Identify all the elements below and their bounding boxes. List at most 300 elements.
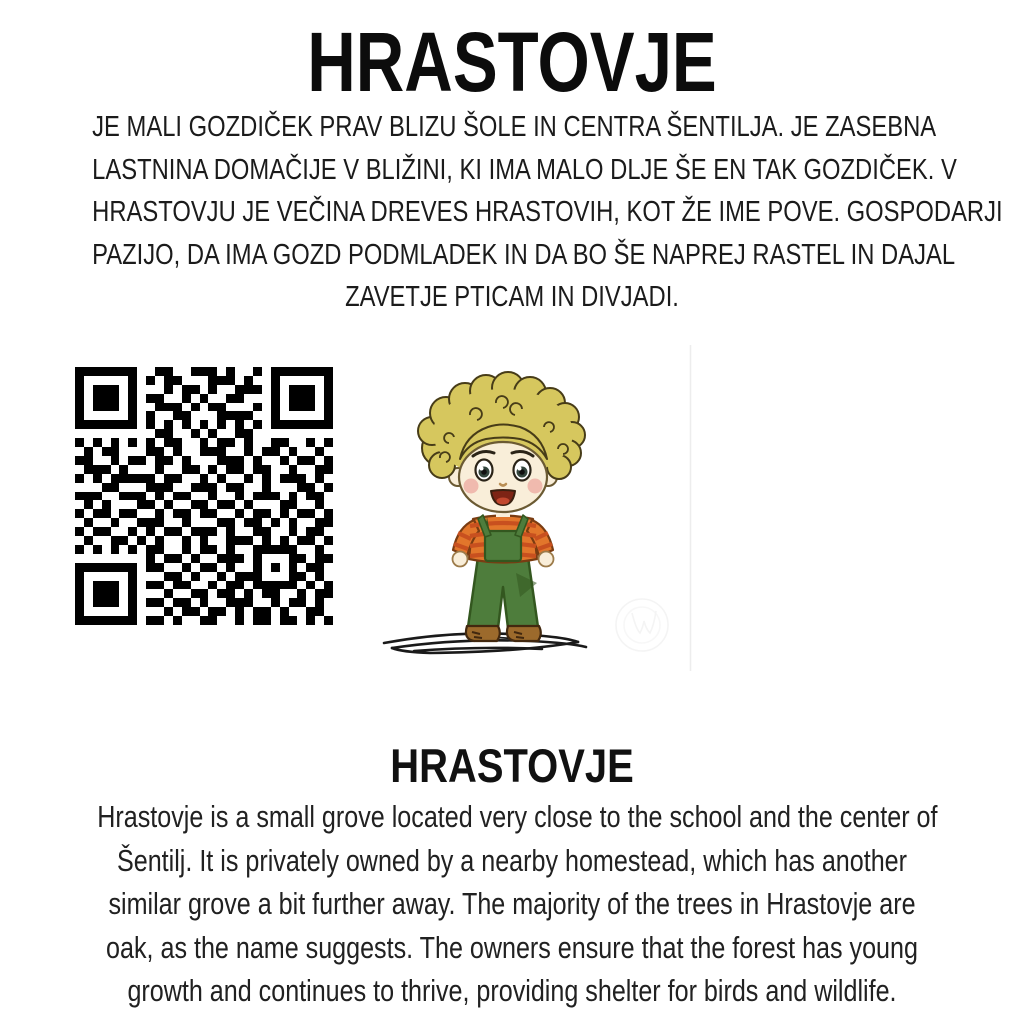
qr-module [173,456,182,465]
qr-module [253,411,262,420]
qr-module [226,616,235,625]
qr-module [244,607,253,616]
qr-module [93,607,102,616]
qr-module [262,438,271,447]
qr-module [182,581,191,590]
qr-module [217,616,226,625]
qr-module [182,572,191,581]
qr-module [173,394,182,403]
qr-module [235,394,244,403]
qr-module [271,447,280,456]
qr-module [182,429,191,438]
qr-module [315,545,324,554]
qr-module [226,500,235,509]
qr-module [217,509,226,518]
qr-module [271,572,280,581]
qr-module [235,376,244,385]
qr-module [217,500,226,509]
qr-module [102,518,111,527]
qr-module [128,411,137,420]
qr-module [226,367,235,376]
qr-module [164,545,173,554]
qr-module [146,554,155,563]
qr-module [271,394,280,403]
qr-module [271,456,280,465]
qr-module [128,483,137,492]
qr-module [253,456,262,465]
qr-module [137,429,146,438]
qr-module [271,492,280,501]
qr-module [280,376,289,385]
qr-module [191,474,200,483]
qr-module [244,394,253,403]
qr-module [217,447,226,456]
qr-module [111,509,120,518]
qr-module [244,367,253,376]
qr-module [200,500,209,509]
qr-module [93,492,102,501]
cheek-left [464,479,479,494]
qr-module [93,429,102,438]
qr-module [324,500,333,509]
qr-module [102,420,111,429]
qr-module [173,447,182,456]
qr-module [128,465,137,474]
qr-module [253,554,262,563]
qr-module [315,376,324,385]
qr-module [173,536,182,545]
qr-module [271,545,280,554]
qr-module [137,420,146,429]
qr-module [137,518,146,527]
qr-module [173,420,182,429]
qr-module [128,367,137,376]
qr-module [315,563,324,572]
qr-module [226,429,235,438]
qr-module [182,403,191,412]
qr-module [217,420,226,429]
qr-module [271,474,280,483]
qr-module [93,536,102,545]
qr-module [93,563,102,572]
qr-module [324,616,333,625]
cheek-right [528,479,543,494]
paragraph-line: Šentilj. It is privately owned by a nearby homestead, which has another [116,842,908,878]
qr-module [208,616,217,625]
qr-module [200,518,209,527]
qr-module [280,465,289,474]
qr-module [146,394,155,403]
qr-module [173,438,182,447]
qr-module [93,509,102,518]
qr-module [262,536,271,545]
qr-module [75,456,84,465]
qr-module [289,527,298,536]
qr-module [306,607,315,616]
qr-module [271,536,280,545]
qr-module [164,465,173,474]
hand-left [453,552,468,567]
qr-module [102,536,111,545]
qr-module [164,385,173,394]
qr-module [155,572,164,581]
qr-module [111,483,120,492]
qr-module [84,420,93,429]
qr-module [200,376,209,385]
qr-module [235,447,244,456]
qr-module [155,447,164,456]
qr-module [200,509,209,518]
qr-module [297,465,306,474]
qr-module [93,589,102,598]
qr-module [271,500,280,509]
qr-module [315,572,324,581]
qr-module [280,429,289,438]
qr-module [315,429,324,438]
qr-module [289,518,298,527]
qr-module [155,465,164,474]
qr-module [182,474,191,483]
qr-module [315,527,324,536]
qr-module [128,536,137,545]
qr-module [173,376,182,385]
qr-module [289,403,298,412]
qr-module [182,607,191,616]
qr-module [217,376,226,385]
qr-module [280,607,289,616]
qr-module [297,367,306,376]
qr-module [111,367,120,376]
qr-module [262,509,271,518]
qr-module [226,518,235,527]
qr-module [146,607,155,616]
qr-module [137,456,146,465]
qr-module [235,581,244,590]
qr-module [208,483,217,492]
qr-module [146,500,155,509]
qr-module [297,394,306,403]
qr-module [200,616,209,625]
qr-module [75,420,84,429]
qr-module [253,527,262,536]
qr-module [102,616,111,625]
qr-module [200,581,209,590]
qr-module [137,411,146,420]
qr-module [324,394,333,403]
qr-module [244,429,253,438]
qr-module [75,616,84,625]
qr-module [137,589,146,598]
qr-module [253,447,262,456]
qr-module [315,536,324,545]
qr-module [111,589,120,598]
qr-module [128,447,137,456]
qr-module [84,616,93,625]
qr-module [164,394,173,403]
qr-module [75,554,84,563]
qr-module [200,456,209,465]
qr-module [280,394,289,403]
qr-module [146,536,155,545]
qr-module [84,438,93,447]
qr-module [146,598,155,607]
qr-module [217,474,226,483]
qr-module [191,411,200,420]
qr-module [280,411,289,420]
qr-module [164,483,173,492]
qr-module [208,447,217,456]
qr-module [226,492,235,501]
qr-module [217,411,226,420]
qr-module [182,465,191,474]
qr-module [289,589,298,598]
qr-module [289,438,298,447]
qr-module [155,385,164,394]
qr-module [84,403,93,412]
qr-module [111,420,120,429]
qr-module [226,554,235,563]
qr-module [75,438,84,447]
qr-module [111,518,120,527]
page-title: HRASTOVJE [307,15,717,109]
qr-module [208,500,217,509]
qr-module [324,403,333,412]
qr-module [119,403,128,412]
qr-module [173,483,182,492]
qr-module [297,456,306,465]
qr-module [280,447,289,456]
qr-module [119,509,128,518]
qr-module [289,500,298,509]
qr-module [84,429,93,438]
qr-module [102,598,111,607]
qr-module [235,598,244,607]
qr-module [102,376,111,385]
qr-module [173,589,182,598]
qr-module [191,616,200,625]
qr-module [262,447,271,456]
qr-module [289,420,298,429]
qr-module [226,474,235,483]
qr-module [315,581,324,590]
qr-module [208,376,217,385]
qr-module [271,403,280,412]
qr-module [111,572,120,581]
qr-module [119,589,128,598]
qr-module [111,438,120,447]
qr-module [208,581,217,590]
qr-module [182,394,191,403]
qr-module [128,581,137,590]
qr-module [297,527,306,536]
qr-module [191,420,200,429]
qr-module [226,465,235,474]
qr-module [75,447,84,456]
qr-module [208,545,217,554]
qr-module [226,420,235,429]
qr-module [111,500,120,509]
qr-module [208,420,217,429]
qr-module [173,403,182,412]
qr-module [315,385,324,394]
qr-module [173,429,182,438]
qr-module [102,607,111,616]
qr-module [280,572,289,581]
qr-module [128,500,137,509]
qr-module [217,581,226,590]
qr-module [217,483,226,492]
qr-module [137,483,146,492]
qr-module [289,563,298,572]
qr-module [75,509,84,518]
qr-module [306,474,315,483]
qr-module [280,420,289,429]
qr-module [146,616,155,625]
qr-module [324,385,333,394]
qr-module [84,465,93,474]
qr-module [306,385,315,394]
qr-module [297,563,306,572]
qr-module [306,394,315,403]
qr-module [217,438,226,447]
qr-module [75,572,84,581]
qr-module [200,367,209,376]
qr-module [128,607,137,616]
qr-module [146,589,155,598]
qr-module [84,483,93,492]
qr-module [235,554,244,563]
qr-module [84,492,93,501]
qr-module [208,607,217,616]
qr-module [262,474,271,483]
qr-module [289,598,298,607]
qr-module [235,563,244,572]
qr-module [289,536,298,545]
qr-module [75,465,84,474]
qr-module [217,403,226,412]
qr-module [75,598,84,607]
qr-module [306,518,315,527]
qr-module [235,474,244,483]
qr-module [208,554,217,563]
qr-module [111,527,120,536]
qr-module [146,483,155,492]
qr-module [200,545,209,554]
qr-module [306,456,315,465]
qr-module [306,554,315,563]
qr-module [271,465,280,474]
qr-module [262,394,271,403]
qr-module [182,438,191,447]
qr-module [324,536,333,545]
qr-module [244,411,253,420]
qr-module [271,509,280,518]
qr-module [182,536,191,545]
qr-module [289,581,298,590]
qr-module [280,474,289,483]
qr-module [182,563,191,572]
qr-module [164,456,173,465]
qr-module [324,554,333,563]
qr-module [102,527,111,536]
qr-module [137,509,146,518]
qr-module [75,394,84,403]
qr-module [306,429,315,438]
qr-module [164,554,173,563]
qr-module [244,474,253,483]
qr-module [128,394,137,403]
qr-module [191,536,200,545]
qr-module [191,403,200,412]
qr-module [75,376,84,385]
qr-module [235,385,244,394]
qr-module [280,456,289,465]
qr-module [128,589,137,598]
qr-module [173,509,182,518]
qr-module [253,403,262,412]
qr-module [93,456,102,465]
qr-module [235,483,244,492]
paragraph-line: Hrastovje is a small grove located very close to the school and the center of [97,799,938,834]
qr-module [111,598,120,607]
qr-module [102,465,111,474]
qr-module [155,376,164,385]
qr-module [262,411,271,420]
qr-module [306,536,315,545]
qr-module [146,411,155,420]
qr-module [271,518,280,527]
qr-module [306,563,315,572]
qr-module [217,367,226,376]
qr-module [235,403,244,412]
qr-module [253,616,262,625]
qr-module [324,598,333,607]
qr-module [324,518,333,527]
qr-module [200,465,209,474]
qr-module [262,456,271,465]
qr-module [155,589,164,598]
qr-module [84,456,93,465]
qr-module [111,474,120,483]
qr-module [297,385,306,394]
qr-module [235,589,244,598]
qr-module [191,598,200,607]
qr-module [119,456,128,465]
qr-module [93,616,102,625]
qr-module [164,429,173,438]
qr-module [146,438,155,447]
qr-module [217,394,226,403]
qr-module [208,385,217,394]
qr-module [324,589,333,598]
qr-module [84,474,93,483]
qr-module [164,616,173,625]
qr-module [226,607,235,616]
qr-module [217,607,226,616]
qr-module [119,536,128,545]
qr-module [217,545,226,554]
qr-module [146,572,155,581]
qr-module [137,474,146,483]
qr-module [262,367,271,376]
qr-module [289,394,298,403]
qr-module [315,589,324,598]
qr-module [297,598,306,607]
qr-module [191,394,200,403]
qr-module [102,385,111,394]
qr-module [173,598,182,607]
qr-module [84,411,93,420]
